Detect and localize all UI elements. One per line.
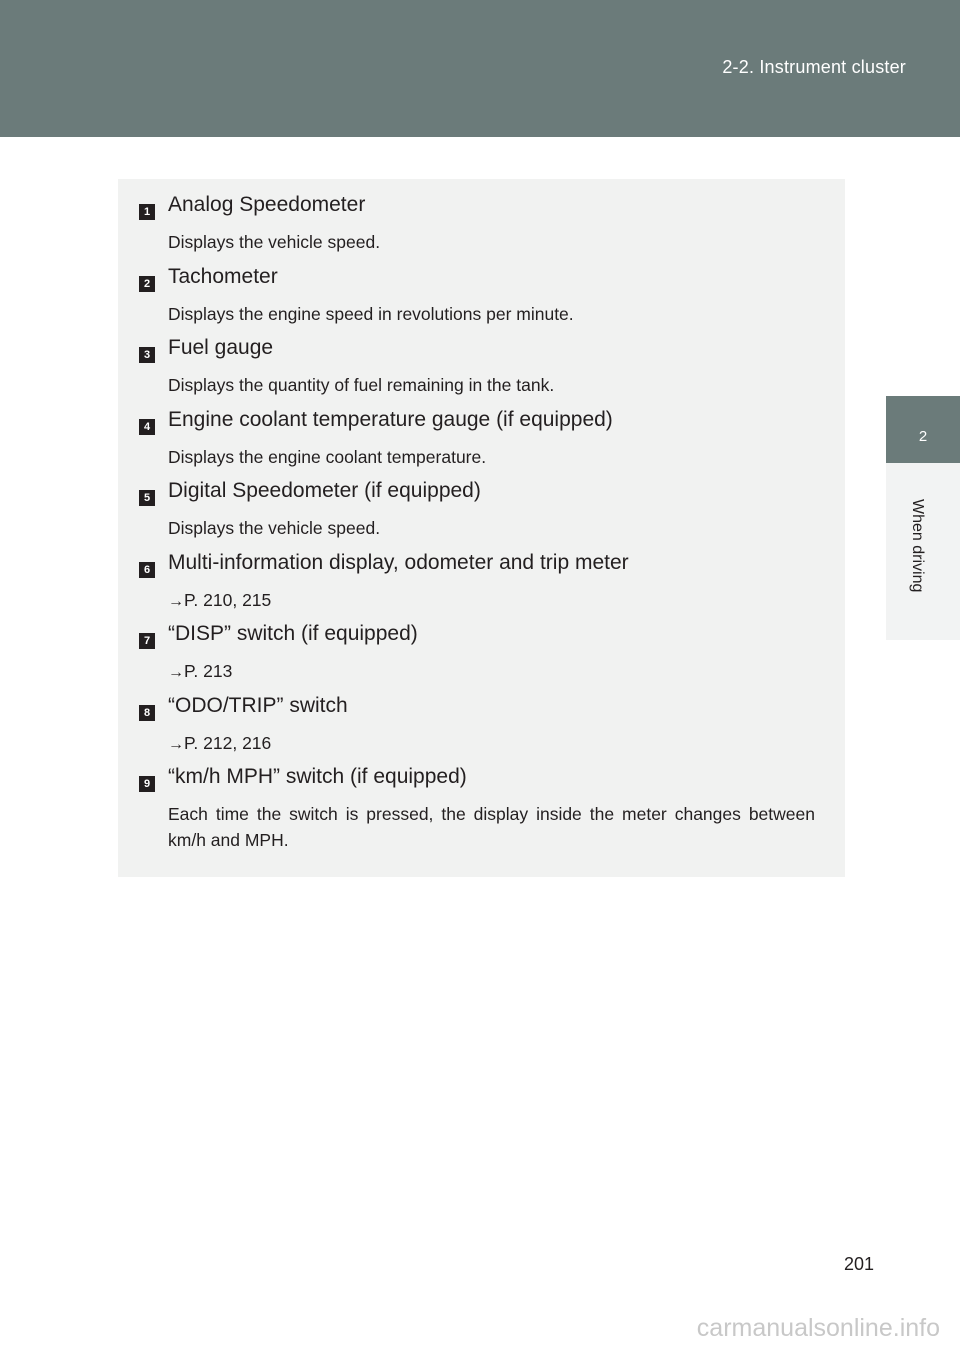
arrow-right-icon: → [168, 664, 184, 681]
item-page-reference[interactable] [168, 658, 815, 686]
item-number-badge: 6 [139, 562, 155, 578]
item-title: “ODO/TRIP” switch [168, 694, 348, 717]
item-page-reference[interactable] [168, 587, 815, 615]
item-description: Displays the vehicle speed. [168, 232, 381, 252]
item-title: Digital Speedometer (if equipped) [168, 479, 481, 502]
chapter-number: 2 [918, 428, 928, 445]
item-description: Displays the quantity of fuel remaining in the tank. [168, 375, 555, 395]
chapter-rail [886, 463, 960, 640]
item-number-badge: 2 [139, 276, 155, 292]
watermark: carmanualsonline.info [696, 1314, 940, 1342]
item-number-badge: 9 [139, 776, 155, 792]
arrow-right-icon: → [168, 736, 184, 753]
item-description: Displays the engine coolant temperature. [168, 447, 487, 467]
header-bar [0, 0, 960, 137]
item-title: Multi-information display, odometer and trip meter [168, 551, 629, 574]
arrow-right-icon: → [168, 593, 184, 610]
item-description: Displays the engine speed in revolutions per minute. [168, 304, 574, 324]
page-reference-text: P. 212, 216 [184, 733, 272, 753]
chapter-label: When driving [909, 499, 926, 593]
item-number-badge: 1 [139, 204, 155, 220]
item-title: Analog Speedometer [168, 193, 366, 216]
item-description: Displays the vehicle speed. [168, 518, 381, 538]
item-description: Each time the switch is pressed, the display inside the meter changes between km/h and MPH. [168, 804, 815, 850]
item-number-badge: 3 [139, 347, 155, 363]
item-number-badge: 7 [139, 633, 155, 649]
item-title: “km/h MPH” switch (if equipped) [168, 765, 467, 788]
item-title: Fuel gauge [168, 336, 274, 359]
item-number-badge: 4 [139, 419, 155, 435]
item-title: Tachometer [168, 265, 278, 288]
item-title: Engine coolant temperature gauge (if equipped) [168, 408, 613, 431]
page-reference-text: P. 210, 215 [184, 590, 272, 610]
item-number-badge: 8 [139, 705, 155, 721]
chapter-tab [886, 396, 960, 463]
section-title: 2-2. Instrument cluster [722, 57, 906, 77]
item-number-badge: 5 [139, 490, 155, 506]
item-page-reference[interactable] [168, 730, 815, 758]
item-title: “DISP” switch (if equipped) [168, 622, 418, 645]
page-reference-text: P. 213 [184, 661, 233, 681]
legend-box [118, 179, 845, 877]
page-number: 201 [843, 1254, 874, 1274]
